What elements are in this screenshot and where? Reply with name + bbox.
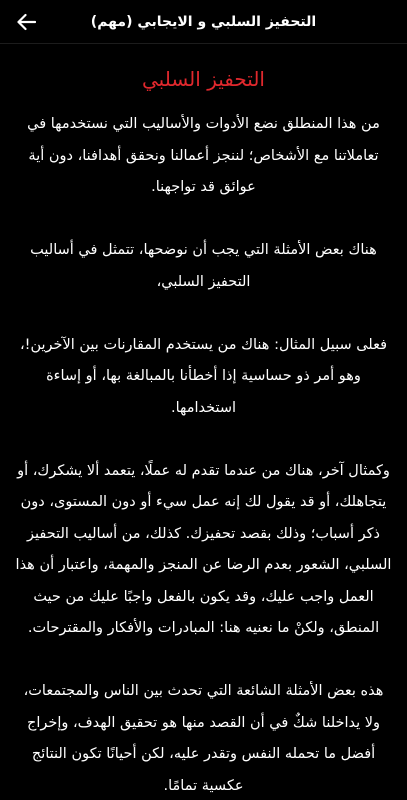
paragraph: من هذا المنطلق نضع الأدوات والأساليب التي نستخدمها في تعاملاتنا مع الأشخاص؛ لننجز أعمالنا ونحقق أهدافنا، دون أية عوائق قد تواجهنا.	[27, 116, 380, 195]
app-bar	[0, 0, 407, 44]
article-content[interactable]	[0, 44, 407, 800]
paragraph: فعلى سبيل المثال: هناك من يستخدم المقارنات بين الآخرين!، وهو أمر ذو حساسية إذا أخطأنا بالمبالغة بها، أو إساءة استخدامها.	[19, 336, 388, 416]
article-body	[0, 109, 407, 800]
arrow-left-icon	[16, 13, 36, 31]
paragraph: هناك بعض الأمثلة التي يجب أن نوضحها، تتمثل في أساليب التحفيز السلبي،	[30, 242, 377, 290]
page-title: التحفيز السلبي و الايجابي (مهم)	[90, 14, 317, 30]
back-button[interactable]	[10, 8, 42, 36]
paragraph: وكمثال آخر، هناك من عندما تقدم له عملًا، يتعمد ألا يشكرك، أو يتجاهلك، أو قد يقول لك إنه عمل سيء أو دون المستوى، دون ذكر أسباب؛ وذلك بقصد تحفيزك. كذلك، من أساليب التحفيز السلبي، الشعور بعدم الرضا عن المنجز والمهمة، واعتبار أن هذا العمل واجب عليك، وقد يكون بالفعل واجبًا عليك من حيث المنطق، ولكنْ ما نعنيه هنا: المبادرات والأفكار والمقترحات.	[15, 462, 392, 636]
paragraph: هذه بعض الأمثلة الشائعة التي تحدث بين الناس والمجتمعات، ولا يداخلنا شكٌ في أن القصد منها هو تحقيق الهدف، وإخراج أفضل ما تحمله النفس وتقدر عليه، لكن أحيانًا تكون النتائج عكسية تمامًا.	[23, 683, 384, 794]
section-title: التحفيز السلبي	[142, 67, 265, 91]
